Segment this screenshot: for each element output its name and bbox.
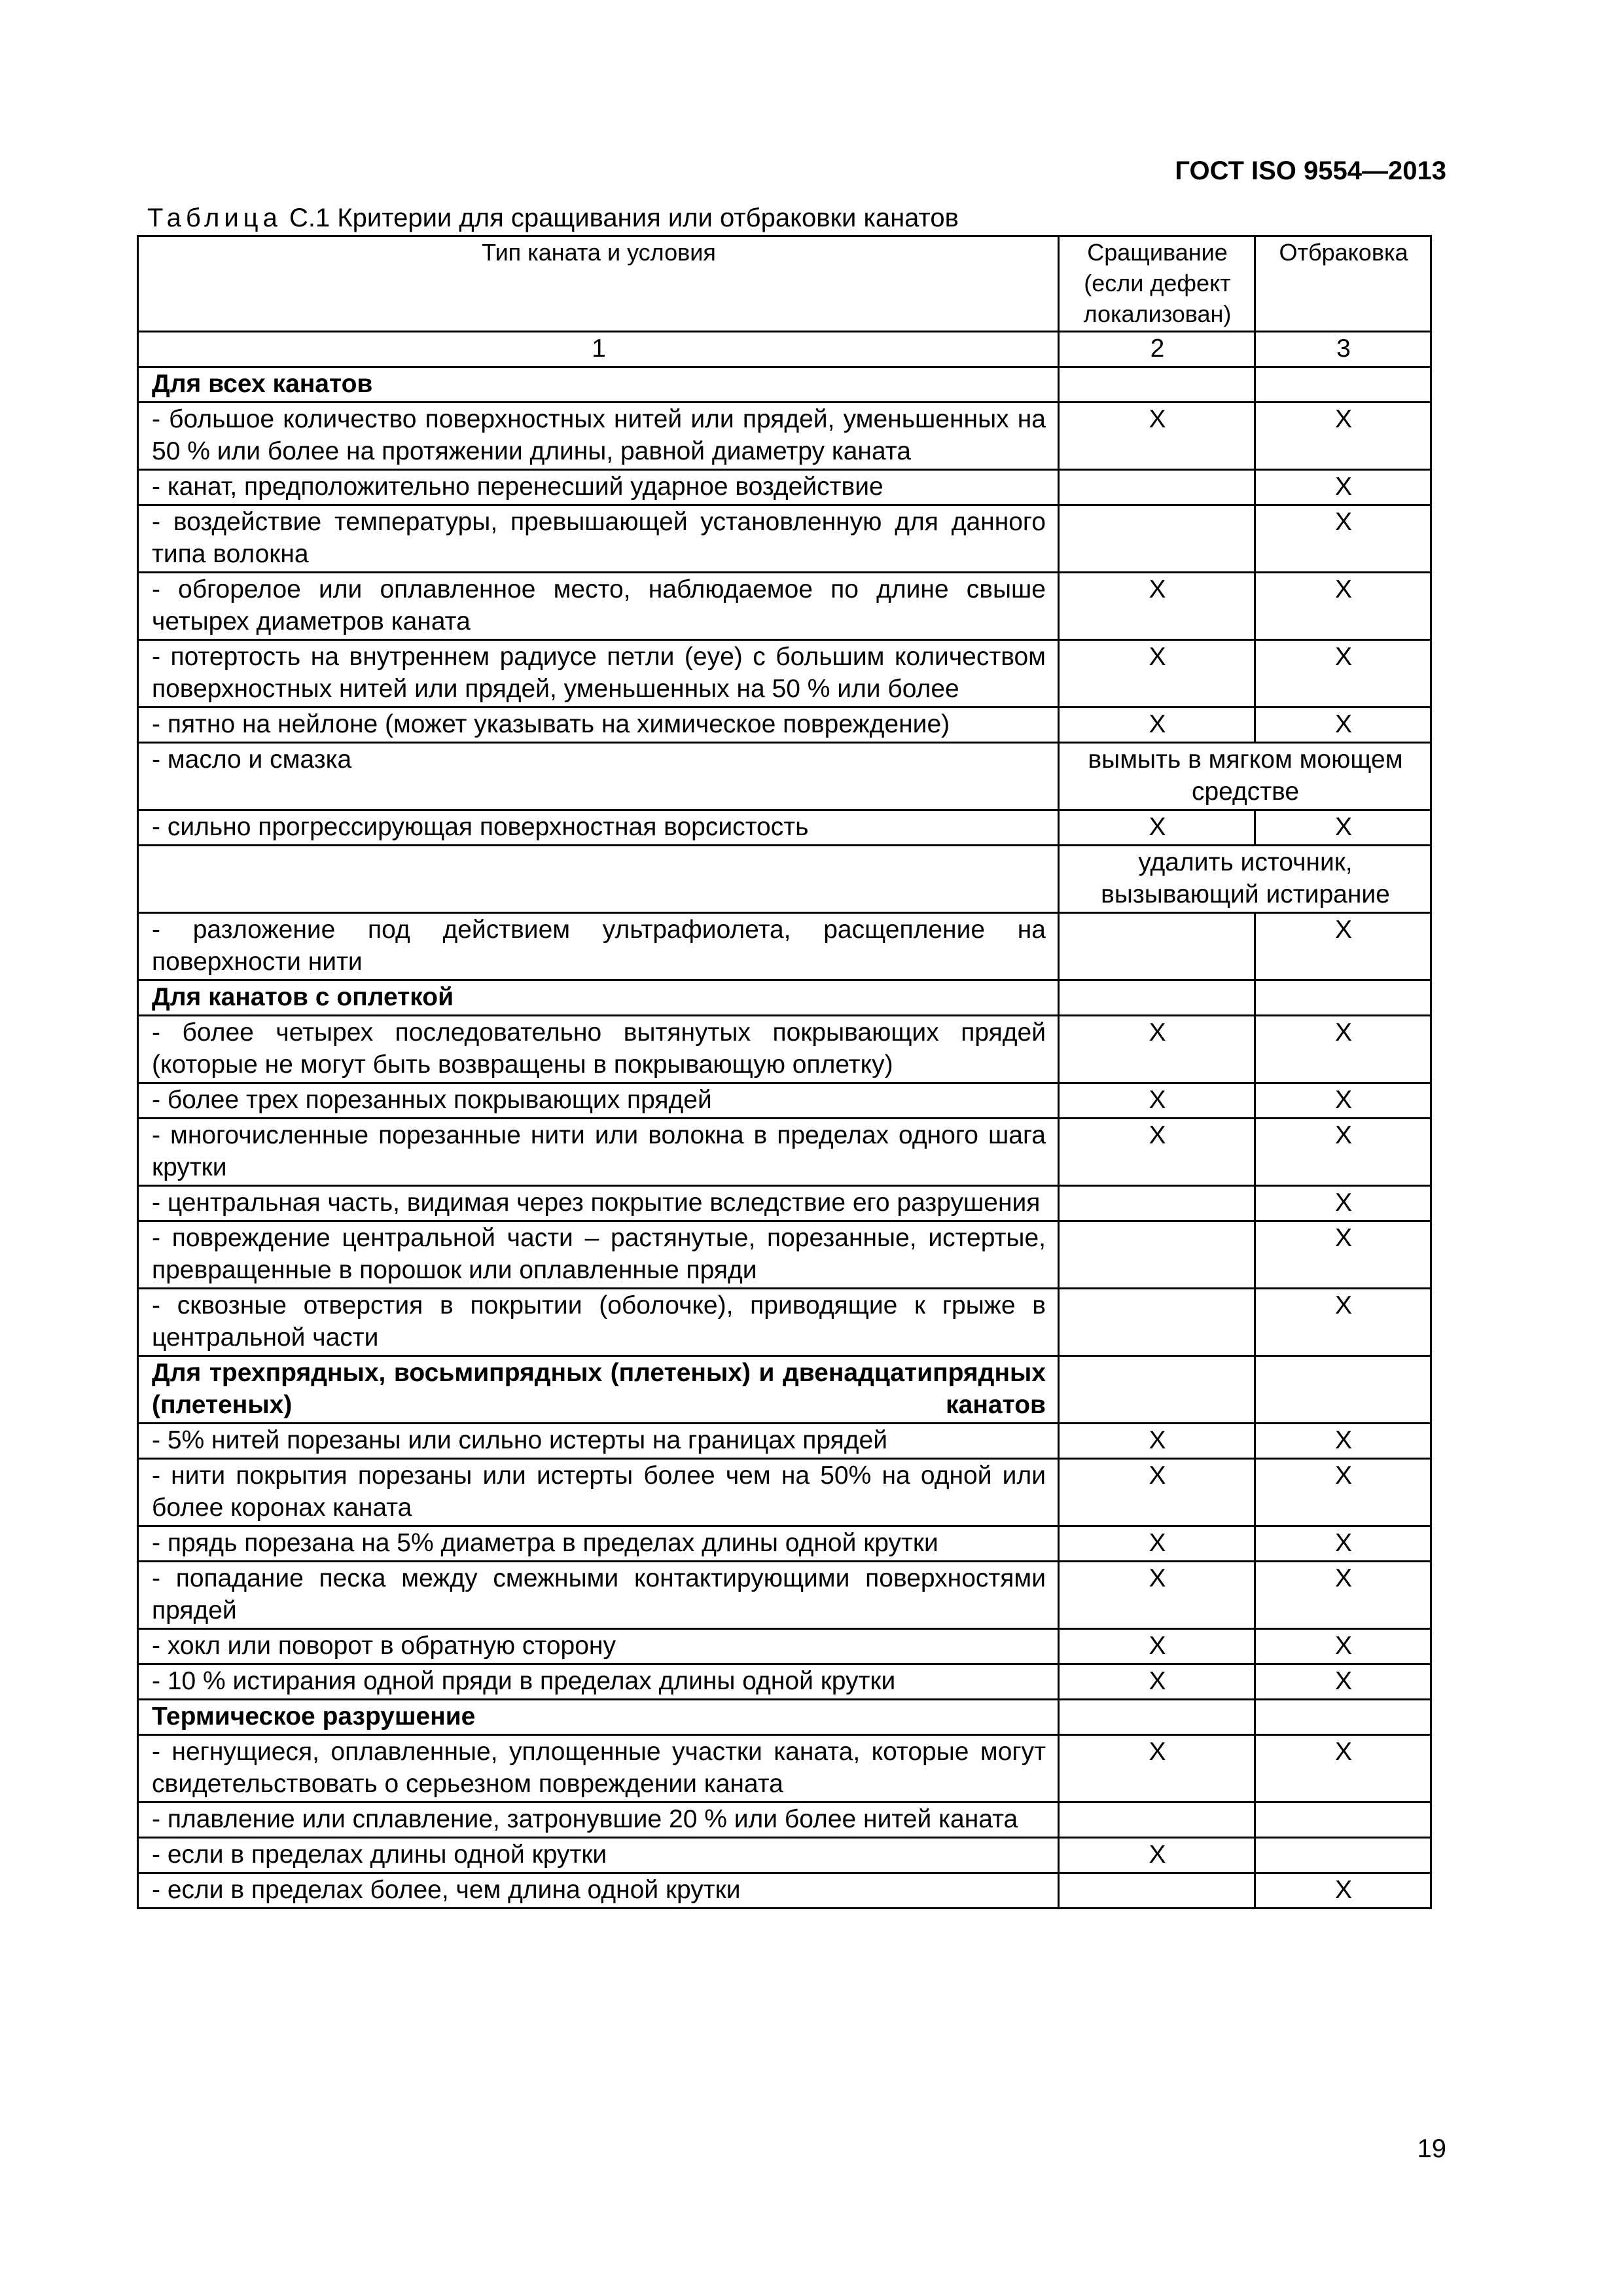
splicing-mark-cell: X <box>1059 573 1255 640</box>
table-caption-label: Таблица <box>147 204 282 232</box>
table-row <box>138 1459 1431 1526</box>
rejection-mark-cell: X <box>1255 1459 1431 1526</box>
condition-cell: - нити покрытия порезаны или истерты более чем на 50% на одной или более коронах каната <box>138 1459 1059 1526</box>
splicing-mark-cell: X <box>1059 810 1255 846</box>
table-section-row <box>138 1700 1431 1735</box>
condition-cell: - воздействие температуры, превышающей установленную для данного типа волокна <box>138 505 1059 573</box>
rejection-mark-cell <box>1255 367 1431 403</box>
splicing-mark-cell <box>1059 1873 1255 1909</box>
table-section-row <box>138 367 1431 403</box>
condition-cell: - центральная часть, видимая через покрытие вследствие его разрушения <box>138 1186 1059 1221</box>
table-row <box>138 1083 1431 1119</box>
splicing-mark-cell <box>1059 1221 1255 1289</box>
rejection-mark-cell: X <box>1255 470 1431 505</box>
table-row <box>138 470 1431 505</box>
condition-cell: - пятно на нейлоне (может указывать на химическое повреждение) <box>138 708 1059 743</box>
header-rejection: Отбраковка <box>1255 236 1431 332</box>
rejection-mark-cell <box>1255 980 1431 1016</box>
section-title: Для всех канатов <box>138 367 1059 403</box>
splicing-mark-cell: X <box>1059 1119 1255 1186</box>
splicing-mark-cell: X <box>1059 1629 1255 1664</box>
table-row <box>138 913 1431 980</box>
condition-cell: - сквозные отверстия в покрытии (оболочке), приводящие к грыже в центральной части <box>138 1289 1059 1356</box>
table-row <box>138 1016 1431 1083</box>
splicing-mark-cell <box>1059 980 1255 1016</box>
table-row <box>138 573 1431 640</box>
condition-cell: - хокл или поворот в обратную сторону <box>138 1629 1059 1664</box>
merged-instruction-cell: удалить источник, вызывающий истирание <box>1059 846 1431 913</box>
header-rope-type: Тип каната и условия <box>138 236 1059 332</box>
splicing-mark-cell <box>1059 505 1255 573</box>
table-row <box>138 1289 1431 1356</box>
splicing-mark-cell <box>1059 367 1255 403</box>
splicing-mark-cell: X <box>1059 1526 1255 1562</box>
condition-cell: - 5% нитей порезаны или сильно истерты на границах прядей <box>138 1424 1059 1459</box>
criteria-table <box>137 235 1432 1909</box>
section-title: Для трехпрядных, восьмипрядных (плетеных) и двенадцатипрядных (плетеных) канатов <box>138 1356 1059 1424</box>
rejection-mark-cell: X <box>1255 1629 1431 1664</box>
splicing-mark-cell: X <box>1059 1735 1255 1803</box>
condition-cell: - попадание песка между смежными контактирующими поверхностями прядей <box>138 1562 1059 1629</box>
condition-cell: - плавление или сплавление, затронувшие 20 % или более нитей каната <box>138 1803 1059 1838</box>
splicing-mark-cell: X <box>1059 1459 1255 1526</box>
condition-cell: - прядь порезана на 5% диаметра в пределах длины одной крутки <box>138 1526 1059 1562</box>
rejection-mark-cell <box>1255 1700 1431 1735</box>
rejection-mark-cell: X <box>1255 640 1431 708</box>
rejection-mark-cell: X <box>1255 1735 1431 1803</box>
splicing-mark-cell: X <box>1059 1016 1255 1083</box>
condition-cell: - повреждение центральной части – растянутые, порезанные, истертые, превращенные в порошок или оплавленные пряди <box>138 1221 1059 1289</box>
table-header-row <box>138 236 1431 332</box>
header-splicing: Сращивание (если дефект локализован) <box>1059 236 1255 332</box>
rejection-mark-cell: X <box>1255 1289 1431 1356</box>
rejection-mark-cell: X <box>1255 1016 1431 1083</box>
rejection-mark-cell: X <box>1255 573 1431 640</box>
splicing-mark-cell <box>1059 1356 1255 1424</box>
table-row <box>138 1424 1431 1459</box>
column-number-row <box>138 332 1431 367</box>
table-row <box>138 1873 1431 1909</box>
splicing-mark-cell: X <box>1059 708 1255 743</box>
condition-cell: - масло и смазка <box>138 743 1059 810</box>
condition-cell: - негнущиеся, оплавленные, уплощенные участки каната, которые могут свидетельствовать о серьезном повреждении каната <box>138 1735 1059 1803</box>
splicing-mark-cell <box>1059 470 1255 505</box>
condition-cell: - канат, предположительно перенесший ударное воздействие <box>138 470 1059 505</box>
splicing-mark-cell: X <box>1059 640 1255 708</box>
condition-cell: - обгорелое или оплавленное место, наблюдаемое по длине свыше четырех диаметров каната <box>138 573 1059 640</box>
rejection-mark-cell: X <box>1255 810 1431 846</box>
table-row <box>138 743 1431 810</box>
splicing-mark-cell: X <box>1059 1838 1255 1873</box>
rejection-mark-cell <box>1255 1838 1431 1873</box>
rejection-mark-cell: X <box>1255 1221 1431 1289</box>
rejection-mark-cell: X <box>1255 913 1431 980</box>
table-row <box>138 1629 1431 1664</box>
rejection-mark-cell: X <box>1255 1424 1431 1459</box>
condition-cell: - разложение под действием ультрафиолета, расщепление на поверхности нити <box>138 913 1059 980</box>
table-row <box>138 403 1431 470</box>
splicing-mark-cell: X <box>1059 1424 1255 1459</box>
rejection-mark-cell: X <box>1255 1664 1431 1700</box>
splicing-mark-cell: X <box>1059 1562 1255 1629</box>
column-number: 1 <box>138 332 1059 367</box>
splicing-mark-cell: X <box>1059 1664 1255 1700</box>
splicing-mark-cell: X <box>1059 403 1255 470</box>
table-row <box>138 1664 1431 1700</box>
splicing-mark-cell <box>1059 1186 1255 1221</box>
table-row <box>138 1735 1431 1803</box>
splicing-mark-cell <box>1059 1700 1255 1735</box>
rejection-mark-cell: X <box>1255 708 1431 743</box>
splicing-mark-cell <box>1059 1803 1255 1838</box>
condition-cell: - потертость на внутреннем радиусе петли (eye) с большим количеством поверхностных нитей или прядей, уменьшенных на 50 % или более <box>138 640 1059 708</box>
table-row <box>138 1186 1431 1221</box>
rejection-mark-cell: X <box>1255 403 1431 470</box>
condition-cell: - более четырех последовательно вытянутых покрывающих прядей (которые не могут быть возвращены в покрывающую оплетку) <box>138 1016 1059 1083</box>
table-row <box>138 640 1431 708</box>
section-title: Термическое разрушение <box>138 1700 1059 1735</box>
condition-cell: - 10 % истирания одной пряди в пределах длины одной крутки <box>138 1664 1059 1700</box>
table-row <box>138 1838 1431 1873</box>
table-section-row <box>138 980 1431 1016</box>
table-row <box>138 1562 1431 1629</box>
condition-cell: - многочисленные порезанные нити или волокна в пределах одного шага крутки <box>138 1119 1059 1186</box>
table-row <box>138 708 1431 743</box>
condition-cell <box>138 846 1059 913</box>
table-row <box>138 1221 1431 1289</box>
table-row <box>138 505 1431 573</box>
condition-cell: - если в пределах более, чем длина одной крутки <box>138 1873 1059 1909</box>
splicing-mark-cell <box>1059 1289 1255 1356</box>
condition-cell: - большое количество поверхностных нитей или прядей, уменьшенных на 50 % или более на протяжении длины, равной диаметру каната <box>138 403 1059 470</box>
rejection-mark-cell: X <box>1255 1083 1431 1119</box>
table-row <box>138 1119 1431 1186</box>
splicing-mark-cell <box>1059 913 1255 980</box>
table-row <box>138 846 1431 913</box>
table-row <box>138 1803 1431 1838</box>
splicing-mark-cell: X <box>1059 1083 1255 1119</box>
document-code: ГОСТ ISO 9554—2013 <box>1175 156 1446 185</box>
merged-instruction-cell: вымыть в мягком моющем средстве <box>1059 743 1431 810</box>
table-caption <box>147 202 959 234</box>
condition-cell: - сильно прогрессирующая поверхностная ворсистость <box>138 810 1059 846</box>
rejection-mark-cell: X <box>1255 1119 1431 1186</box>
column-number: 3 <box>1255 332 1431 367</box>
rejection-mark-cell <box>1255 1803 1431 1838</box>
table-caption-title: С.1 Критерии для сращивания или отбраковки канатов <box>289 204 959 232</box>
table-row <box>138 810 1431 846</box>
rejection-mark-cell: X <box>1255 1526 1431 1562</box>
table-section-row <box>138 1356 1431 1424</box>
condition-cell: - более трех порезанных покрывающих прядей <box>138 1083 1059 1119</box>
section-title: Для канатов с оплеткой <box>138 980 1059 1016</box>
rejection-mark-cell: X <box>1255 1562 1431 1629</box>
rejection-mark-cell: X <box>1255 1186 1431 1221</box>
rejection-mark-cell: X <box>1255 505 1431 573</box>
page-number: 19 <box>1417 2134 1446 2163</box>
table-row <box>138 1526 1431 1562</box>
column-number: 2 <box>1059 332 1255 367</box>
rejection-mark-cell: X <box>1255 1873 1431 1909</box>
rejection-mark-cell <box>1255 1356 1431 1424</box>
condition-cell: - если в пределах длины одной крутки <box>138 1838 1059 1873</box>
